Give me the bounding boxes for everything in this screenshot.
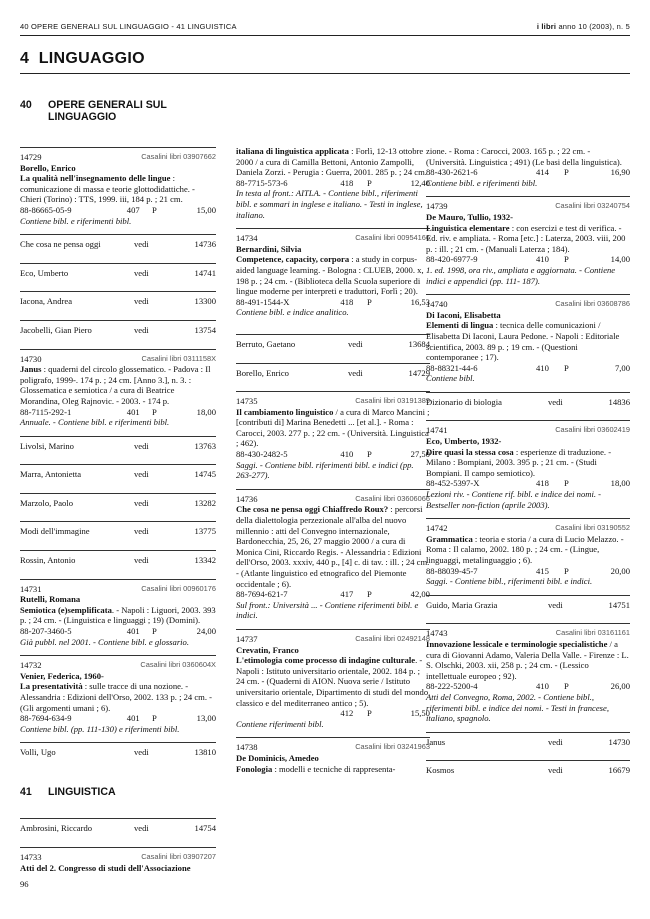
entry-source: Casalini libri 03608786 [555,299,630,309]
entry-body: : sulle tracce di una nozione. - Alessandria : Edizioni dell'Orso, 2002. 133 p. ; 24 cm. - (Gli argomenti umani ; 6). [20,681,213,713]
entry-note: Contiene bibl. e riferimenti bibl. [20,215,132,226]
type: P [366,708,372,719]
code: 401 [126,626,140,637]
entry-body: : a study in corpus-aided language learning. - Bologna : CLUEB, 2000. x, 198 p. ; 24 cm. - (Biblioteca della Scuola superiore di lingue moderne per interpreti e traduttori, Forlì ; 20). [236,254,424,297]
code: 417 [340,589,354,600]
header-rule [20,35,630,36]
entry-note: Contiene bibl. e indice analitico. [236,307,349,318]
type: P [564,362,569,373]
entry-note: Lezioni riv. - Contiene rif. bibl. e indice dei nomi. - Bestseller non-fiction (aprile 2003). [426,489,602,510]
code: 401 [126,713,140,724]
entry-id: 14740 [426,299,448,310]
type: P [564,681,569,692]
code: 401 [126,406,140,417]
cross-reference: Eco, Umberto vedi 14741 [20,263,216,284]
running-header-right [537,22,630,31]
entry-note: In testa al front.: AITLA. - Contiene bibl., riferimenti bibl. e sommari in inglese e italiano. - Testi in inglese, italiano. [236,188,423,220]
entry-id: 14732 [20,660,42,671]
entry-description [426,320,630,362]
price: 24,00 [196,626,216,637]
entry-description [236,655,430,708]
entry-14733 [20,847,216,873]
entry-isbn-line [20,626,216,637]
entry-14729 [20,147,216,226]
isbn: 88-88321-44-6 [426,362,478,373]
entry-body: : comunicazione di massa e teorie glottodidattiche. - Chieri (Torino) : TTS, 1999. iii, 184 p. ; 21 cm. [20,173,195,205]
cross-reference: Marzolo, Paolo vedi 13282 [20,493,216,514]
entry-14741 [426,420,630,510]
entry-body: . - Napoli : Liguori, 2003. 393 p. ; 24 cm. - (Linguistica e linguaggi ; 19) (Domini). [20,604,216,626]
entry-source: Casalini libri 03161161 [555,628,630,638]
type: P [366,177,372,188]
entry-description [20,173,216,205]
cross-reference: Berruto, Gaetano vedi 13684 [236,334,430,355]
entry-id: 14741 [426,425,448,436]
entry-author: Eco, Umberto, 1932- [426,436,502,447]
isbn: 88-420-6977-9 [426,254,478,265]
entry-description [236,504,430,589]
entry-isbn-line [236,449,430,460]
price: 12,40 [410,177,430,188]
entry-title: La presentatività [20,681,83,692]
type: P [152,406,157,417]
entry-note: Saggi. - Contiene bibl., riferimenti bibl. e indici. [426,576,593,587]
column-2 [236,146,430,782]
section-number: 41 [20,785,32,798]
entry-note: Contiene bibl. [426,373,475,384]
cross-reference: Modi dell'immagine vedi 13775 [20,521,216,542]
isbn: 88-430-2482-5 [236,449,288,460]
entry-body: : tecnica delle comunicazioni / Elisabetta Di Iaconi, Laura Pedone. - Napoli : Editoriale scientifica, 2003. 89 p. ; 19 cm. - (Questioni contemporanee ; 17). [426,320,620,363]
entry-isbn-line [236,589,430,600]
entry-title: Janus [20,364,42,375]
entry-14743 [426,623,630,723]
cross-reference: Borello, Enrico vedi 14729 [236,363,430,384]
code: 407 [126,204,140,215]
entry-title: Linguistica elementare [426,222,510,233]
entry-note: Già pubbl. nel 2001. - Contiene bibl. e glossario. [20,636,190,647]
entry-title: Che cosa ne pensa oggi Chiaffredo Roux? [236,504,389,515]
entry-14742 [426,518,630,587]
section-number: 40 [20,99,32,111]
price: 16,53 [410,296,430,307]
chapter-name: LINGUAGGIO [38,50,145,67]
entry-14737 [236,629,430,729]
entry-14731 [20,579,216,648]
isbn: 88-207-3460-5 [20,626,72,637]
isbn: 88-7694-634-9 [20,713,72,724]
isbn: 88-88039-45-7 [426,565,478,576]
cross-reference: Guido, Maria Grazia vedi 14751 [426,595,630,616]
entry-body: : esperienze di traduzione. - Milano : Bompiani, 2003. 395 p. ; 21 cm. - (Studi Bompiani. Il campo semiotico). [426,446,612,478]
chapter-rule [20,73,630,74]
entry-body: : quaderni del circolo glossematico. - Padova : Il poligrafo, 1999-. 174 p. ; 24 cm. [Anno 3.], n. 3. : Glossematica e semiotica / a cura di Beatrice Morandina, Oleg Rajnovic. - 2003. - 174 p. [20,364,211,406]
code: 410 [536,362,549,373]
entry-note: Sul front.: Università ... - Contiene riferimenti bibl. e indici. [236,599,419,621]
entry-14736 [236,489,430,621]
entry-id: 14731 [20,583,42,594]
code: 415 [536,565,549,576]
entry-body: : teoria e storia / a cura di Lucio Melazzo. - Roma : Il calamo, 2002. 180 p. ; 24 cm. - (Lingue, linguaggi, metalinguaggio ; 6). [426,533,624,565]
entry-author: Crevatin, Franco [236,644,299,655]
type: P [564,565,569,576]
entry-source: Casalini libri 03191389 [355,396,430,406]
isbn: 88-86665-05-9 [20,204,72,215]
cross-reference: Ambrosini, Riccardo vedi 14754 [20,818,216,839]
entry-title: La qualità nell'insegnamento delle lingue [20,173,171,184]
journal-name: i libri [536,22,557,31]
entry-isbn-line [236,178,430,189]
entry-author: Venier, Federica, 1960- [20,670,104,681]
entry-source: Casalini libri 03907207 [141,852,216,862]
type: P [152,626,157,637]
entry-author: Di Iaconi, Elisabetta [426,309,501,320]
cross-reference: Rossin, Antonio vedi 13342 [20,550,216,571]
isbn: 88-452-5397-X [426,478,480,489]
entry-note: 1. ed. 1998, ora riv., ampliata e aggiornata. - Contiene indici e appendici (pp. 111- 187). [426,264,616,286]
entry-description [236,146,430,178]
entry-title: Atti del 2. Congresso di studi dell'Associazione [20,862,191,873]
isbn [236,708,340,719]
entry-14733-continued [236,146,430,220]
cross-reference: Janus vedi 14730 [426,732,630,753]
price: 13,00 [196,713,216,724]
entry-source: Casalini libri 0360604X [140,660,216,670]
entry-14738-continued [426,146,630,188]
entry-title: italiana di linguistica applicata [236,146,349,156]
section-title: LINGUISTICA [48,785,116,798]
cross-reference: Livolsi, Marino vedi 13763 [20,436,216,457]
entry-isbn-line [236,708,430,719]
entry-source: Casalini libri 0311158X [141,353,216,363]
entry-source: Casalini libri 03240754 [555,201,630,211]
entry-description [236,764,430,775]
entry-isbn-line [426,566,630,577]
entry-note: Atti del Convegno, Roma, 2002. - Contiene bibl., riferimenti bibl. e indice dei nomi. - Testi in francese, italiano, spagnolo. [426,691,609,724]
entry-title: Semiotica (e)semplificata [20,604,112,615]
entry-isbn-line [426,167,630,178]
entry-14739 [426,196,630,286]
price: 26,00 [610,681,630,692]
code: 410 [340,449,354,460]
price: 18,00 [610,478,630,489]
page-number: 96 [20,879,29,889]
price: 15,50 [410,708,430,719]
entry-description [426,534,630,566]
entry-source: Casalini libri 03602419 [555,425,630,435]
entry-body: / a cura di Giovanni Adamo, Valeria Della Valle. - Firenze : L. S. Olschki, 2003. xii, 258 p. ; 24 cm. - (Lessico intellettuale europeo ; 92). [426,638,629,681]
entry-source: Casalini libri 03190552 [555,523,630,533]
type: P [366,449,372,460]
cross-reference: Kosmos vedi 16679 [426,760,630,781]
entry-note: Contiene bibl. (pp. 111-130) e riferimenti bibl. [20,723,180,734]
price: 42,00 [410,589,430,600]
entry-body: : con esercizi e test di verifica. - Ed. riv. e ampliata. - Roma [etc.] : Laterza, 2003. viii, 200 p. : ill. ; 21 cm. - (Manuali Laterza ; 184). [426,222,626,254]
entry-title: Dire quasi la stessa cosa [426,446,514,457]
entry-author: De Dominicis, Amedeo [236,752,319,763]
journal-issue: anno 10 (2003), n. 5 [556,22,630,31]
entry-title: L'etimologia come processo di indagine culturale [236,655,416,666]
entry-body: / a cura di Marco Mancini ; [contributi di] Marina Benedetti ... [et al.]. - Roma : Carocci, 2003. 277 p. ; 22 cm. - (Università. Linguistica ; 462). [236,406,430,449]
entry-body: zione. - Roma : Carocci, 2003. 165 p. ; 22 cm. - (Università. Linguistica ; 491) (Le basi della linguistica). [426,146,622,167]
cross-reference: Marra, Antonietta vedi 14745 [20,464,216,485]
entry-isbn-line [20,713,216,724]
entry-description [20,364,216,406]
code: 418 [340,296,354,307]
entry-isbn-line [426,478,630,489]
entry-description [426,223,630,255]
entry-description [236,407,430,449]
isbn: 88-430-2621-6 [426,167,478,178]
entry-author: Rutelli, Romana [20,594,81,605]
entry-14730 [20,349,216,428]
isbn: 88-222-5200-4 [426,681,478,692]
entry-note: Contiene riferimenti bibl. [236,718,324,729]
cross-reference: Che cosa ne pensa oggi vedi 14736 [20,234,216,255]
price: 14,00 [610,254,630,265]
cross-reference: Jacobelli, Gian Piero vedi 13754 [20,320,216,341]
entry-isbn-line [20,205,216,216]
entry-id: 14729 [20,152,42,162]
running-header [20,22,630,31]
price: 20,00 [610,565,630,576]
type: P [366,589,372,600]
code: 412 [340,708,354,719]
entry-note: Saggi. - Contiene bibl. riferimenti bibl. e indici (pp. 263-277). [236,459,414,481]
type: P [564,254,569,265]
entry-id: 14730 [20,353,42,364]
type: P [564,167,569,178]
entry-source: Casalini libri 00954166 [355,233,430,243]
entry-14735 [236,391,430,481]
type: P [152,204,157,215]
entry-description [426,447,630,479]
entry-source: Casalini libri 02492148 [355,633,430,643]
code: 414 [536,167,549,178]
entry-isbn-line [426,254,630,265]
chapter-number: 4 [20,50,30,67]
type: P [366,296,372,307]
entry-isbn-line [236,297,430,308]
entry-title: Fonologia [236,763,273,774]
section-heading-40 [20,100,216,123]
code: 418 [340,177,354,188]
entry-id: 14736 [236,493,258,504]
entry-description [20,605,216,626]
isbn: 88-7694-621-7 [236,589,288,600]
entry-id: 14738 [236,742,258,753]
column-3 [426,146,630,789]
entry-body: . - Napoli : Istituto universitario orientale, 2002. 184 p. ; 24 cm. - (Quaderni di AION. Nuova serie / Istituto universitario orientale, Dipartimento di studi del mondo classico e del mediterraneo antico ; 5). [236,655,429,708]
entry-description [426,639,630,681]
column-1 [20,100,216,881]
cross-reference: Dizionario di biologia vedi 14836 [426,392,630,413]
running-header-left: 40 OPERE GENERALI SUL LINGUAGGIO - 41 LINGUISTICA [20,22,237,31]
price: 16,90 [610,167,630,178]
cross-reference: Iacona, Andrea vedi 13300 [20,291,216,312]
price: 7,00 [614,362,630,373]
entry-author: Bernardini, Silvia [236,243,302,254]
entry-note: Contiene bibl. e riferimenti bibl. [426,177,538,188]
entry-id: 14742 [426,523,448,534]
entry-description [236,254,430,296]
type: P [564,478,569,489]
entry-source: Casalini libri 03606066 [355,493,430,503]
chapter-title [20,50,145,68]
type: P [152,713,157,724]
entry-title: Grammatica [426,533,473,544]
entry-title: Competence, capacity, corpora [236,254,350,265]
entry-author: De Mauro, Tullio, 1932- [426,211,513,222]
entry-body: : Forlì, 12-13 ottobre 2000 / a cura di Camilla Bettoni, Antonio Zampolli, Daniela Zorzi. - Perugia : Guerra, 2001. 285 p. ; 24 cm. [236,146,427,178]
price: 27,50 [410,449,430,460]
entry-id: 14743 [426,628,448,639]
entry-note: Annuale. - Contiene bibl. e riferimenti bibl. [20,417,170,428]
entry-title: Elementi di lingua [426,320,494,331]
code: 418 [536,478,549,489]
entry-body: : modelli e tecniche di rappresenta- [272,763,396,774]
entry-source: Casalini libri 03907662 [141,152,216,161]
isbn: 88-7715-573-6 [236,177,288,188]
entry-id: 14735 [236,396,258,407]
entry-isbn-line [426,681,630,692]
entry-14740 [426,294,630,384]
entry-id: 14739 [426,201,448,212]
entry-description [20,681,216,713]
code: 410 [536,254,549,265]
entry-id: 14733 [20,852,42,863]
price: 15,00 [196,204,216,215]
isbn: 88-7115-292-1 [20,406,72,417]
section-heading-41 [20,787,216,799]
entry-isbn-line [20,407,216,418]
entry-source: Casalini libri 00960176 [141,583,216,593]
entry-body: : percorsi della dialettologia perzezionale all'alba del nuovo millennio : atti del Convegno internazionale, Bardonecchia, 25, 26, 27 maggio 2000 / a cura di Monica Cini, Riccardo Regis. - Alessandria : Edizioni dell'Orso, 2003. xxxiv, 440 p., [4] c. di tav. : ill. ; 24 cm. - (Atlante linguistico ed etnografico del Piemonte occidentale ; 6). [236,504,430,589]
entry-id: 14737 [236,633,258,644]
entry-14734 [236,228,430,318]
entry-description [20,863,216,874]
entry-14738 [236,737,430,774]
entry-isbn-line [426,363,630,374]
entry-source: Casalini libri 03241963 [355,742,430,752]
entry-title: Innovazione lessicale e terminologie specialistiche [426,638,608,649]
entry-author: Borello, Enrico [20,162,76,173]
section-title: OPERE GENERALI SUL LINGUAGGIO [48,99,167,123]
price: 18,00 [196,406,216,417]
entry-id: 14734 [236,233,258,244]
entry-14732 [20,655,216,734]
isbn: 88-491-1544-X [236,296,290,307]
entry-title: Il cambiamento linguistico [236,406,334,417]
cross-reference: Volli, Ugo vedi 13810 [20,742,216,763]
code: 410 [536,681,549,692]
